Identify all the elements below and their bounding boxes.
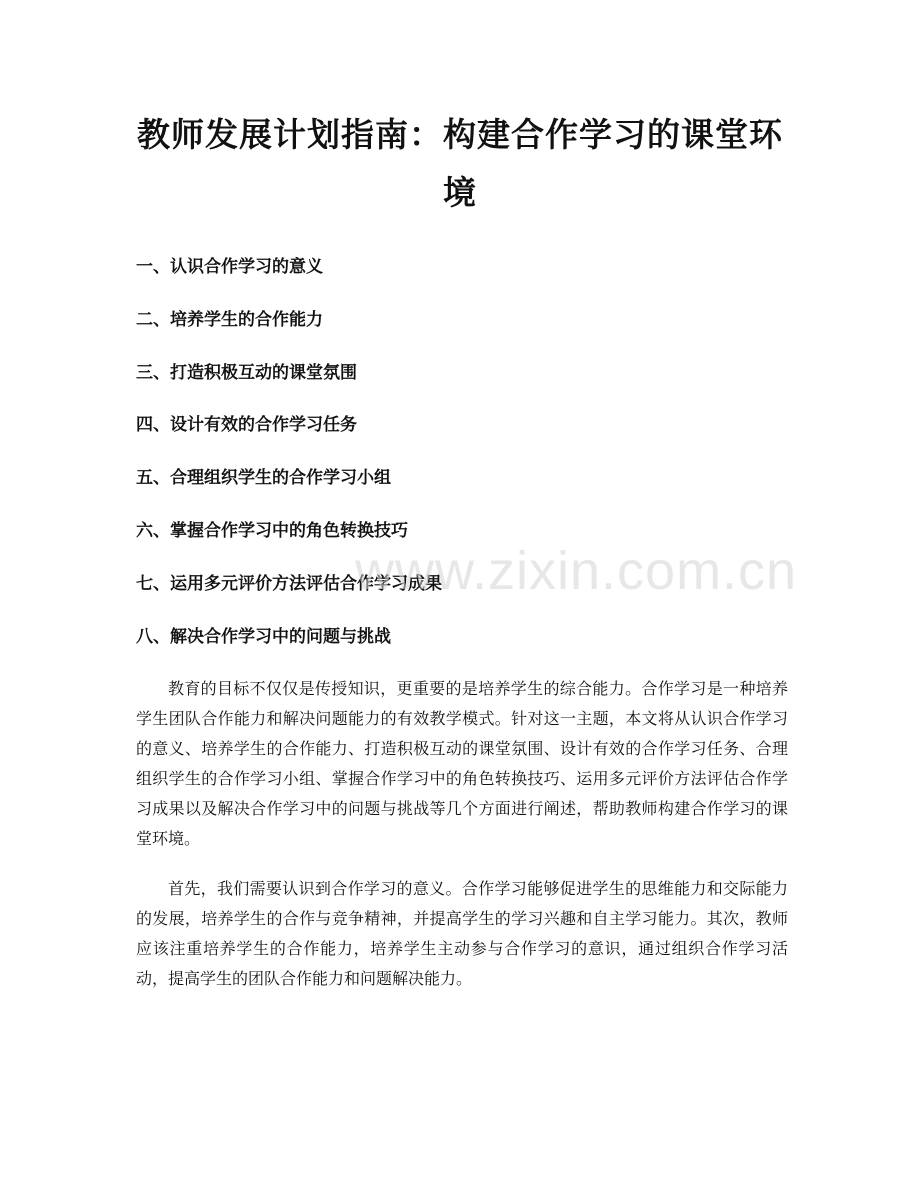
toc-item: 一、认识合作学习的意义 bbox=[136, 257, 323, 277]
toc-item: 八、解决合作学习中的问题与挑战 bbox=[136, 626, 391, 647]
document-title: 教师发展计划指南：构建合作学习的课堂环境 bbox=[137, 115, 783, 212]
toc-item: 四、设计有效的合作学习任务 bbox=[136, 415, 357, 436]
paragraph: 教育的目标不仅仅是传授知识，更重要的是培养学生的综合能力。合作学习是一种培养学生团队合作能力和解决问题能力的有效教学模式。针对这一主题，本文将从认识合作学习的意义、培养学生的合作能力、打造积极互动的课堂氛围、设计有效的合作学习任务、合理组织学生的合作学习小组、掌握合作学习中的角色转换技巧、运用多元评价方法评估合作学习成果以及解决合作学习中的问题与挑战等几个方面进行阐述，帮助教师构建合作学习的课堂环境。 bbox=[136, 679, 788, 848]
toc-item: 三、打造积极互动的课堂氛围 bbox=[136, 362, 357, 383]
toc-item: 五、合理组织学生的合作学习小组 bbox=[136, 468, 391, 489]
toc-item: 二、培养学生的合作能力 bbox=[136, 309, 323, 330]
table-of-contents bbox=[136, 253, 442, 675]
toc-item: 七、运用多元评价方法评估合作学习成果 bbox=[136, 573, 442, 594]
paragraph: 首先，我们需要认识到合作学习的意义。合作学习能够促进学生的思维能力和交际能力的发展，培养学生的合作与竞争精神，并提高学生的学习兴趣和自主学习能力。其次，教师应该注重培养学生的合作能力，培养学生主动参与合作学习的意识，通过组织合作学习活动，提高学生的团队合作能力和问题解决能力。 bbox=[136, 879, 788, 988]
body-text bbox=[136, 674, 788, 1014]
toc-item: 六、掌握合作学习中的角色转换技巧 bbox=[136, 520, 408, 541]
watermark: www.zixin.com.cn bbox=[355, 541, 798, 601]
